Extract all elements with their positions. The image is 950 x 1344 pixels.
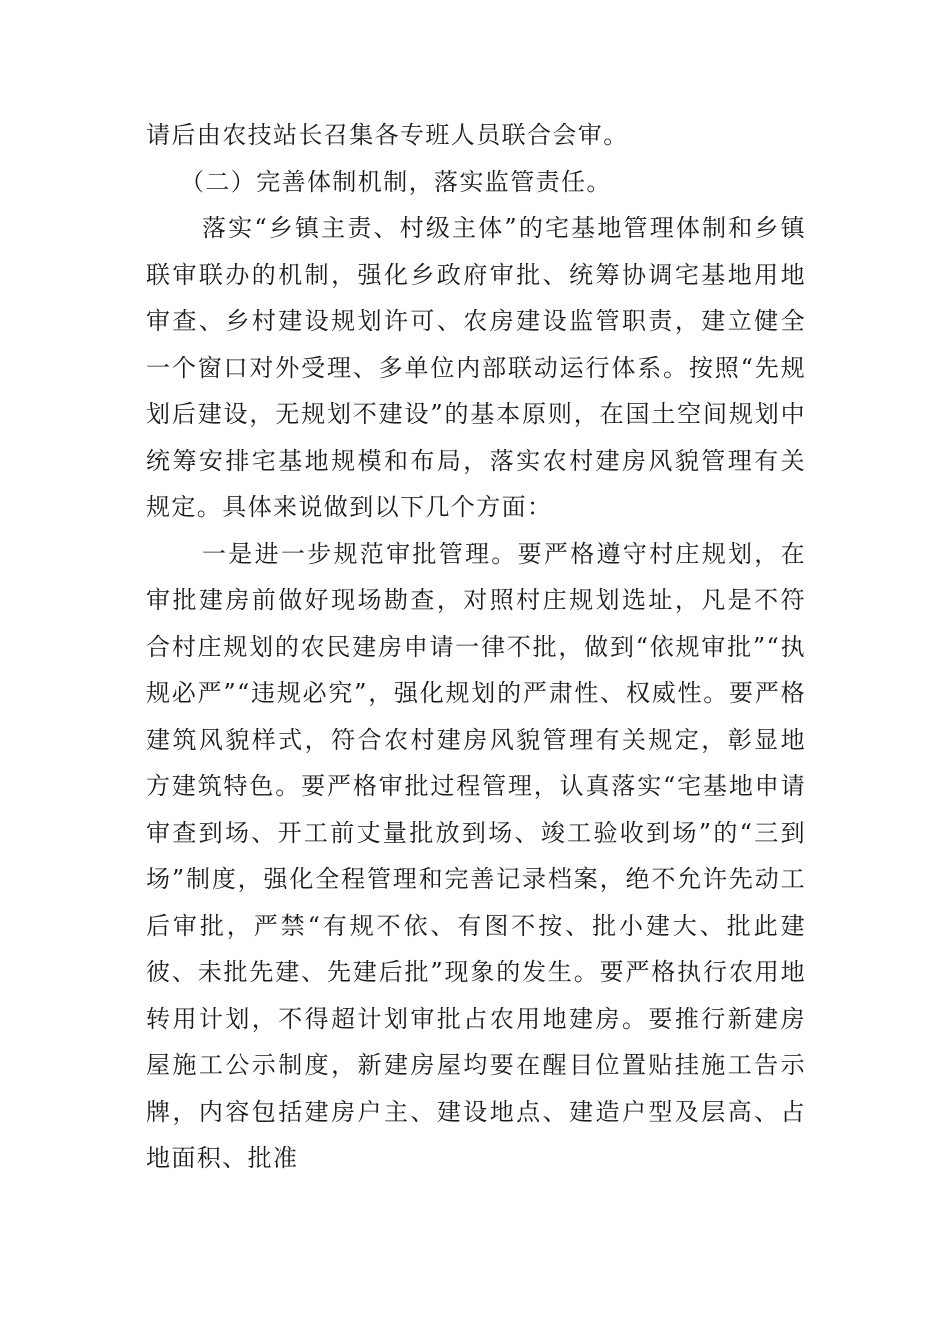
document-body xyxy=(146,112,806,1182)
paragraph-continuation: 请后由农技站长召集各专班人员联合会审。 xyxy=(146,121,629,149)
paragraph-body: 落实“乡镇主责、村级主体”的宅基地管理体制和乡镇联审联办的机制，强化乡政府审批、统筹协调宅基地用地审查、乡村建设规划许可、农房建设监管职责，建立健全一个窗口对外受理、多单位内部联动运行体系。按照“先规划后建设，无规划不建设”的基本原则，在国土空间规划中统筹安排宅基地规模和布局，落实农村建房风貌管理有关规定。具体来说做到以下几个方面： xyxy=(146,214,806,521)
paragraph-body: 一是进一步规范审批管理。要严格遵守村庄规划，在审批建房前做好现场勘查，对照村庄规划选址，凡是不符合村庄规划的农民建房申请一律不批，做到“依规审批”“执规必严”“违规必究”，强化规划的严肃性、权威性。要严格建筑风貌样式，符合农村建房风貌管理有关规定，彰显地方建筑特色。要严格审批过程管理，认真落实“宅基地申请审查到场、开工前丈量批放到场、竣工验收到场”的“三到场”制度，强化全程管理和完善记录档案，绝不允许先动工后审批，严禁“有规不依、有图不按、批小建大、批此建彼、未批先建、先建后批”现象的发生。要严格执行农用地转用计划，不得超计划审批占农用地建房。要推行新建房屋施工公示制度，新建房屋均要在醒目位置贴挂施工告示牌，内容包括建房户主、建设地点、建造户型及层高、占地面积、批准 xyxy=(146,539,806,1172)
section-heading: （二）完善体制机制，落实监管责任。 xyxy=(180,167,612,196)
